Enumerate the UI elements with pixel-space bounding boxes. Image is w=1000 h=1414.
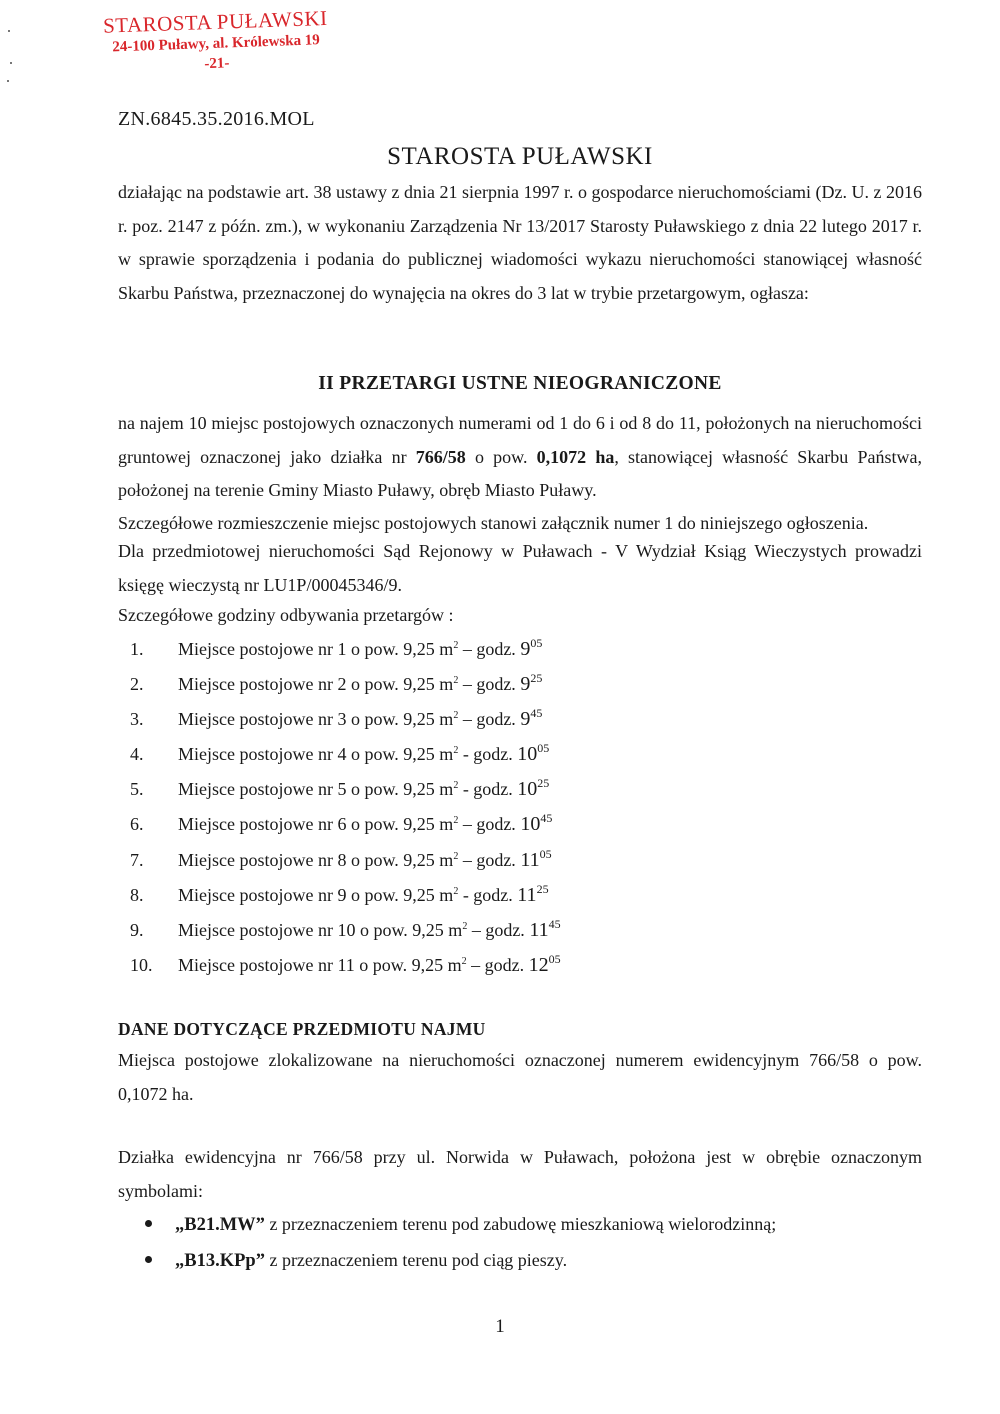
schedule-hour: 10 <box>520 813 541 836</box>
schedule-desc: Miejsce postojowe nr 5 o pow. 9,25 m <box>178 779 454 800</box>
schedule-separator: – godz. <box>467 919 530 940</box>
schedule-item <box>118 807 922 842</box>
schedule-minute: 25 <box>536 881 549 896</box>
schedule-item <box>118 702 922 737</box>
schedule-desc: Miejsce postojowe nr 9 o pow. 9,25 m <box>178 884 454 905</box>
schedule-desc: Miejsce postojowe nr 11 o pow. 9,25 m <box>178 954 462 975</box>
hours-intro: Szczegółowe godziny odbywania przetargów : <box>118 605 454 625</box>
subject-heading: DANE DOTYCZĄCE PRZEDMIOTU NAJMU <box>118 1019 486 1039</box>
schedule-number: 7. <box>130 849 144 870</box>
symbol-code: „B13.KPp” <box>175 1251 265 1271</box>
schedule-minute: 25 <box>537 776 550 791</box>
schedule-number: 2. <box>130 674 144 695</box>
document-title: STAROSTA PUŁAWSKI <box>387 143 653 170</box>
reference-number: ZN.6845.35.2016.MOL <box>118 108 315 130</box>
schedule-number: 8. <box>130 884 144 905</box>
tender-text-2: o pow. <box>465 446 537 467</box>
schedule-desc: Miejsce postojowe nr 3 o pow. 9,25 m <box>178 709 454 730</box>
schedule-text <box>178 878 549 913</box>
schedule-separator: – godz. <box>458 639 521 659</box>
location-paragraph: Miejsca postojowe zlokalizowane na nieruchomości oznaczonej numerem ewidencyjnym 766/58 o pow. 0,1072 ha. <box>118 1050 922 1104</box>
schedule-desc: Miejsce postojowe nr 1 o pow. 9,25 m <box>178 639 454 659</box>
symbol-item <box>118 1242 922 1278</box>
schedule-number: 6. <box>130 814 144 835</box>
schedule-desc: Miejsce postojowe nr 6 o pow. 9,25 m <box>178 814 454 835</box>
schedule-number: 10. <box>130 954 153 975</box>
schedule-hour: 11 <box>517 883 537 906</box>
symbol-desc: z przeznaczeniem terenu pod ciąg pieszy. <box>264 1250 568 1270</box>
square-superscript: 2 <box>453 885 459 897</box>
schedule-desc: Miejsce postojowe nr 2 o pow. 9,25 m <box>178 674 454 695</box>
schedule-minute: 45 <box>530 706 543 721</box>
symbol-text <box>175 1206 776 1243</box>
stamp-line-1: STAROSTA PUŁAWSKI <box>102 5 328 38</box>
schedule-text <box>178 843 552 878</box>
schedule-desc: Miejsce postojowe nr 8 o pow. 9,25 m <box>178 849 454 870</box>
schedule-text <box>178 737 549 772</box>
schedule-text <box>178 807 552 842</box>
schedule-minute: 45 <box>540 811 553 826</box>
schedule-minute: 05 <box>539 846 552 861</box>
schedule-item <box>118 772 922 807</box>
plot-number: 766/58 <box>415 446 466 467</box>
schedule-hour: 9 <box>520 638 531 660</box>
symbol-desc: z przeznaczeniem terenu pod zabudowę mieszkaniową wielorodzinną; <box>264 1214 777 1234</box>
schedule-text <box>178 948 561 983</box>
schedule-separator: – godz. <box>458 709 521 730</box>
schedule-text <box>178 772 549 807</box>
schedule-number: 5. <box>130 779 144 800</box>
schedule-hour: 9 <box>520 708 531 731</box>
schedule-hour: 10 <box>517 778 538 801</box>
schedule-item <box>118 878 922 913</box>
court-paragraph: Dla przedmiotowej nieruchomości Sąd Rejonowy w Puławach - V Wydział Ksiąg Wieczystych prowadzi księgę wieczystą nr LU1P/00045346/9. <box>118 541 922 595</box>
schedule-separator: – godz. <box>466 954 529 975</box>
schedule-separator: - godz. <box>458 779 518 800</box>
schedule-hour: 11 <box>520 848 540 871</box>
schedule-separator: - godz. <box>458 884 518 905</box>
intro-paragraph: działając na podstawie art. 38 ustawy z dnia 21 sierpnia 1997 r. o gospodarce nieruchomościami (Dz. U. z 2016 r. poz. 2147 z późn. zm.), w wykonaniu Zarządzenia Nr 13/2017 Starosty Puławskiego z dnia 22 lutego 2017 r. w sprawie sporządzenia i podania do publicznej wiadomości wykazu nieruchomości stanowiącej własność Skarbu Państwa, przeznaczonej do wynajęcia na okres do 3 lat w trybie przetargowym, ogłasza: <box>118 182 922 303</box>
schedule-item <box>118 843 922 878</box>
symbol-code: „B21.MW” <box>175 1215 265 1235</box>
tender-description <box>118 407 922 508</box>
square-superscript: 2 <box>453 850 459 862</box>
square-superscript: 2 <box>461 955 467 967</box>
schedule-separator: - godz. <box>458 744 518 765</box>
square-superscript: 2 <box>453 675 459 687</box>
schedule-separator: – godz. <box>458 674 521 695</box>
stamp-line-2: 24-100 Puławy, al. Królewska 19 <box>112 32 321 56</box>
schedule-item <box>118 632 922 667</box>
bullet-icon <box>145 1220 152 1227</box>
square-superscript: 2 <box>453 815 459 827</box>
schedule-desc: Miejsce postojowe nr 4 o pow. 9,25 m <box>178 744 454 765</box>
bullet-icon <box>145 1256 152 1263</box>
schedule-list <box>118 632 922 983</box>
symbol-text <box>175 1242 567 1279</box>
square-superscript: 2 <box>453 780 459 792</box>
schedule-desc: Miejsce postojowe nr 10 o pow. 9,25 m <box>178 919 463 940</box>
symbols-list <box>118 1206 922 1278</box>
schedule-hour: 9 <box>520 673 531 696</box>
schedule-minute: 25 <box>530 671 543 686</box>
square-superscript: 2 <box>453 640 459 651</box>
schedule-number: 3. <box>130 709 144 730</box>
schedule-number: 1. <box>130 639 144 659</box>
schedule-minute: 05 <box>548 951 561 966</box>
schedule-separator: – godz. <box>458 849 521 870</box>
office-stamp <box>95 6 337 78</box>
schedule-text <box>178 667 542 702</box>
schedule-hour: 10 <box>517 743 538 766</box>
schedule-text <box>178 913 561 948</box>
schedule-minute: 45 <box>548 916 561 931</box>
schedule-minute: 05 <box>537 741 550 756</box>
square-superscript: 2 <box>462 920 468 932</box>
plot-paragraph: Działka ewidencyjna nr 766/58 przy ul. Norwida w Puławach, położona jest w obrębie oznaczonym symbolami: <box>118 1147 922 1201</box>
schedule-item <box>118 737 922 772</box>
schedule-hour: 12 <box>528 953 549 976</box>
plot-area: 0,1072 ha <box>536 446 615 467</box>
page-number: 1 <box>495 1316 505 1337</box>
schedule-text <box>178 632 542 667</box>
schedule-number: 4. <box>130 744 144 765</box>
details-paragraph: Szczegółowe rozmieszczenie miejsc postojowych stanowi załącznik numer 1 do niniejszego ogłoszenia. <box>118 513 869 533</box>
symbol-item <box>118 1206 922 1242</box>
tender-heading: II PRZETARGI USTNE NIEOGRANICZONE <box>318 373 722 394</box>
stamp-line-3: -21- <box>204 55 230 73</box>
tender-text-1: na najem 10 miejsc postojowych oznaczonych numerami od 1 do 6 i od 8 do 11, położonych na nieruchomości gruntowej oznaczonej jako działka nr <box>118 413 922 467</box>
tender-text-3: , stanowiącej własność Skarbu Państwa, położonej na terenie Gminy Miasto Puławy, obręb Miasto Puławy. <box>118 446 922 500</box>
schedule-separator: – godz. <box>458 814 521 835</box>
schedule-item <box>118 667 922 702</box>
square-superscript: 2 <box>453 745 459 757</box>
scan-specks <box>0 28 20 98</box>
schedule-hour: 11 <box>529 918 549 941</box>
schedule-minute: 05 <box>530 636 543 650</box>
schedule-item <box>118 913 922 948</box>
schedule-number: 9. <box>130 919 144 940</box>
square-superscript: 2 <box>453 710 459 722</box>
schedule-item <box>118 948 922 983</box>
schedule-text <box>178 702 542 737</box>
